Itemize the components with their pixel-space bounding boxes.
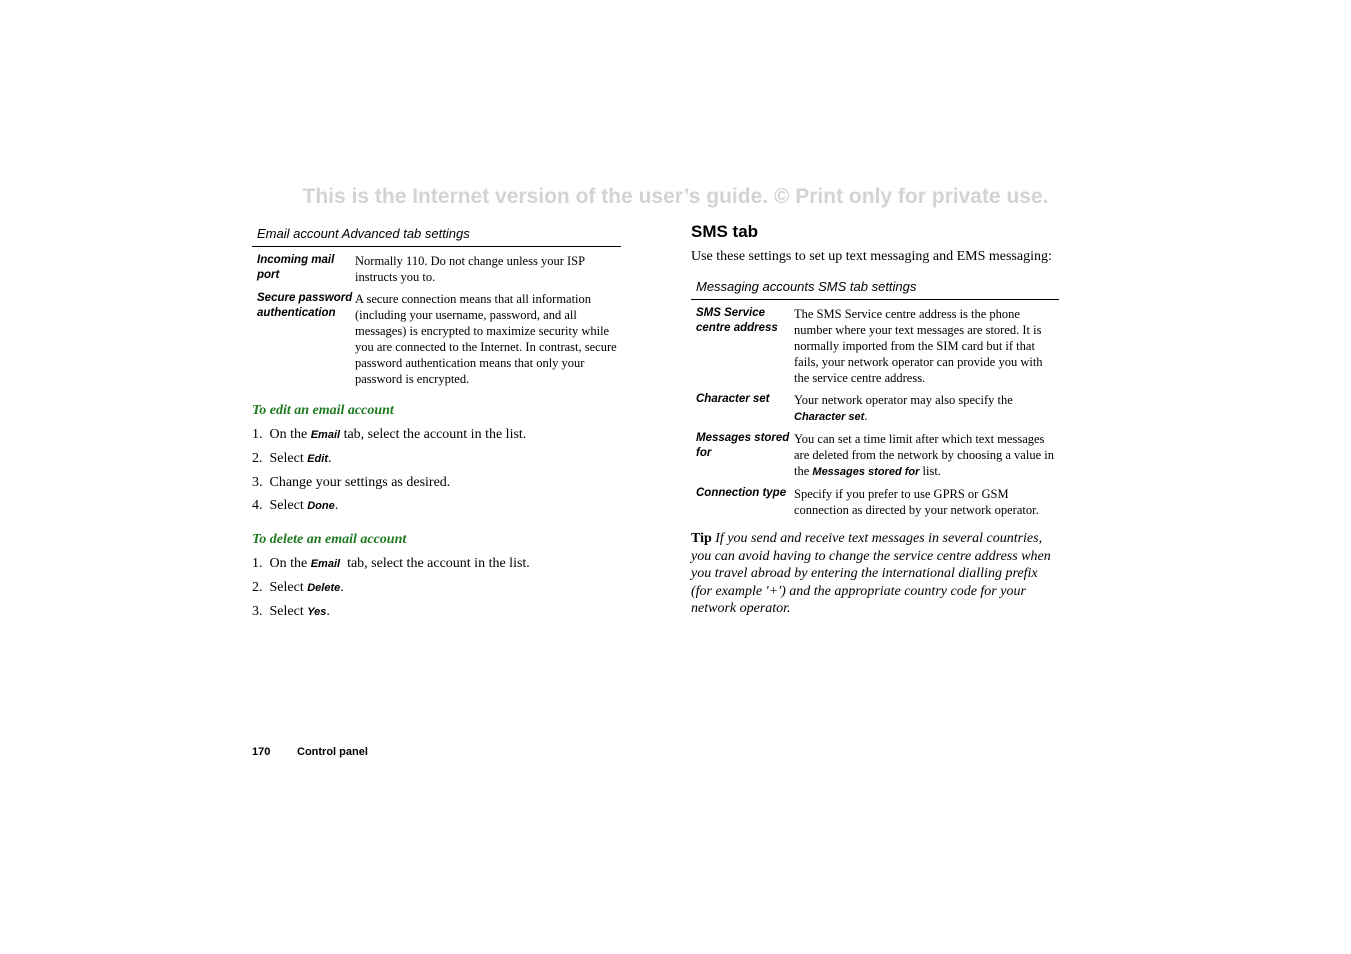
description-text: . (864, 409, 868, 423)
intro-paragraph: Use these settings to set up text messaging and EMS messaging: (691, 249, 1052, 264)
list-item (252, 497, 621, 515)
setting-term: Messages stored for (696, 432, 790, 459)
setting-term: Secure password authentication (257, 292, 353, 319)
watermark-banner: This is the Internet version of the user’s guide. © Print only for private use. (302, 185, 1049, 208)
step-text: On the (269, 427, 311, 442)
description-text: list. (919, 464, 941, 478)
setting-term: SMS Service centre address (696, 307, 778, 334)
list-item (252, 474, 621, 491)
step-number: 3. (252, 475, 263, 490)
step-text: Select (269, 498, 308, 513)
footer-section-title: Control panel (297, 746, 368, 758)
section-heading: SMS tab (691, 222, 759, 241)
step-number: 1. (252, 427, 263, 442)
step-text: . (340, 580, 344, 595)
setting-description (794, 425, 1059, 480)
ui-term: Edit (307, 453, 328, 465)
page-footer (252, 746, 368, 758)
step-text: . (334, 498, 339, 513)
right-column (691, 221, 1059, 618)
description-text: Specify if you prefer to use GPRS or GSM connection as directed by your network operator. (794, 487, 1039, 517)
edit-steps-list (252, 426, 621, 515)
procedure-title-delete: To delete an email account (252, 532, 407, 547)
description-text: The SMS Service centre address is the phone number where your text messages are stored. It is normally imported from the SIM card but if that fails, your network operator can provide you with the service centre address. (794, 307, 1043, 385)
page-number: 170 (252, 746, 271, 758)
procedure-title-edit: To edit an email account (252, 403, 394, 418)
description-text: You can set a time limit after which text messages are deleted from the network by choosing a value in the (794, 432, 1054, 478)
step-number: 2. (252, 580, 263, 595)
step-text: tab, select the account in the list. (340, 556, 530, 571)
list-item (252, 579, 621, 597)
ui-term: Done (307, 500, 335, 512)
step-number: 2. (252, 451, 263, 466)
ui-term: Yes (307, 606, 327, 618)
setting-description (794, 480, 1059, 518)
setting-description (794, 300, 1059, 386)
setting-term: Incoming mail port (257, 254, 335, 281)
setting-description (794, 386, 1059, 425)
ui-term: Email (310, 429, 341, 441)
setting-term: Connection type (696, 487, 787, 499)
table-row (691, 425, 1059, 480)
ui-term: Character set (794, 411, 865, 423)
table-row (691, 386, 1059, 425)
description-text: Your network operator may also specify the (794, 393, 1013, 407)
setting-term: Character set (696, 393, 770, 405)
left-column (252, 226, 621, 627)
ui-term: Delete (307, 582, 341, 594)
list-item (252, 450, 621, 468)
step-number: 1. (252, 556, 263, 571)
step-text: Select (269, 604, 308, 619)
email-advanced-settings-table (252, 247, 621, 387)
step-number: 4. (252, 498, 263, 513)
step-text: Select (269, 580, 308, 595)
step-text: tab, select the account in the list. (340, 427, 527, 442)
setting-description: Normally 110. Do not change unless your ISP instructs you to. (355, 254, 585, 284)
list-item (252, 555, 621, 573)
sms-settings-table (691, 300, 1059, 518)
table-row (691, 300, 1059, 386)
table-caption: Email account Advanced tab settings (252, 226, 621, 247)
tip-paragraph (691, 530, 1059, 618)
step-text: . (326, 604, 330, 619)
step-text: . (328, 451, 332, 466)
ui-term: Email (310, 558, 341, 570)
table-caption: Messaging accounts SMS tab settings (691, 279, 1059, 300)
step-text: Change your settings as desired. (269, 475, 451, 490)
step-text: Select (269, 451, 308, 466)
delete-steps-list (252, 555, 621, 621)
ui-term: Messages stored for (812, 466, 920, 478)
list-item (252, 603, 621, 621)
table-row (252, 285, 621, 387)
step-text: On the (269, 556, 311, 571)
tip-label: Tip (691, 531, 712, 546)
tip-text: If you send and receive text messages in several countries, you can avoid having to change the service centre address when you travel abroad by entering the international dialling prefix (for example '+') and the appropriate country code for your network operator. (691, 531, 1051, 616)
list-item (252, 426, 621, 444)
table-row (691, 480, 1059, 518)
table-row (252, 247, 621, 285)
step-number: 3. (252, 604, 263, 619)
setting-description: A secure connection means that all information (including your username, password, and all messages) is encrypted to maximize security while you are connected to the Internet. In contrast, secure password authentication means that only your password is encrypted. (355, 292, 617, 386)
